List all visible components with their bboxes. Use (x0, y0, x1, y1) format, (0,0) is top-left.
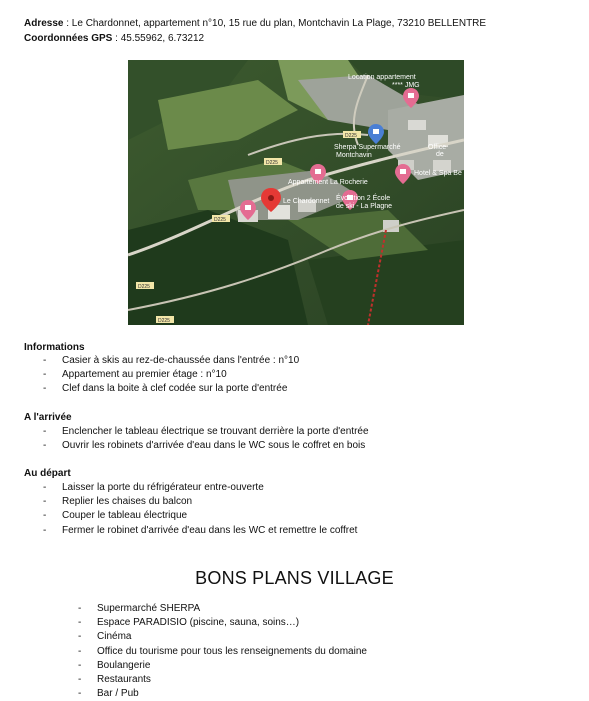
bullet-dash: - (43, 440, 47, 452)
list-item-text: Appartement au premier étage : n°10 (62, 369, 227, 381)
list-item-text: Restaurants (97, 674, 151, 686)
arrivee-list (43, 425, 369, 453)
list-item-text: Casier à skis au rez-de-chaussée dans l'entrée : n°10 (62, 355, 300, 366)
list-item-text: Boulangerie (97, 659, 151, 671)
list-item (78, 616, 367, 630)
informations-title: Informations (24, 342, 85, 353)
list-item (43, 368, 299, 382)
bullet-dash: - (78, 659, 82, 671)
list-item (78, 602, 367, 616)
road-label: D225 (158, 318, 170, 324)
list-item (78, 687, 367, 701)
map-label-supermarket: Sherpa Supermarché (334, 144, 401, 151)
bullet-dash: - (78, 645, 82, 657)
list-item-text: Bar / Pub (97, 688, 139, 700)
road-label: D225 (266, 160, 278, 166)
bullet-dash: - (78, 603, 82, 614)
bullet-dash: - (43, 524, 47, 536)
satellite-map[interactable] (128, 60, 464, 325)
list-item-text: Clef dans la boite à clef codée sur la porte d'entrée (62, 383, 288, 395)
list-item (43, 382, 299, 396)
road-label: D225 (345, 133, 357, 139)
bullet-dash: - (43, 355, 47, 366)
list-item-text: Espace PARADISIO (piscine, sauna, soins…) (97, 617, 300, 629)
list-item-text: Couper le tableau électrique (62, 510, 188, 522)
depart-title: Au départ (24, 468, 71, 479)
list-item (43, 481, 357, 495)
map-label-ski-school: Évolution 2 École (336, 195, 391, 202)
depart-list (43, 481, 358, 538)
map-label-hotel: Hotel & Spa Be (414, 170, 462, 177)
map-image (128, 60, 464, 325)
list-item (43, 524, 358, 538)
road-label: D225 (214, 217, 226, 223)
gps-line (24, 32, 204, 46)
address-value: : Le Chardonnet, appartement n°10, 15 rue du plan, Montchavin La Plage, 73210 BELLENTRE (63, 18, 487, 29)
gps-label: Coordonnées GPS (24, 33, 113, 44)
map-label-location-2: **** JMG (392, 82, 420, 89)
bullet-dash: - (43, 496, 47, 508)
list-item-text: Fermer le robinet d'arrivée d'eau dans les WC et remettre le coffret (62, 524, 358, 536)
bullet-dash: - (78, 688, 82, 700)
bullet-dash: - (43, 482, 47, 493)
map-label-apartment: Appartement La Rocherie (288, 179, 368, 186)
list-item-text: Cinéma (97, 631, 132, 643)
address-line (24, 17, 486, 31)
road-label: D225 (138, 284, 150, 290)
map-label-ski-school-2: de ski - La Plagne (336, 203, 393, 210)
list-item-text: Ouvrir les robinets d'arrivée d'eau dans le WC sous le coffret en bois (62, 440, 366, 452)
map-label-office-2: de (436, 151, 444, 158)
list-item-text: Enclencher le tableau électrique se trouvant derrière la porte d'entrée (62, 426, 369, 437)
bullet-dash: - (78, 674, 82, 686)
list-item (43, 425, 369, 439)
bullet-dash: - (43, 426, 47, 437)
address-label: Adresse (24, 18, 64, 29)
map-label-location: Location appartement (348, 74, 416, 81)
list-item-text: Replier les chaises du balcon (62, 496, 193, 508)
gps-value: : 45.55962, 6.73212 (112, 33, 205, 44)
list-item (43, 354, 300, 368)
list-item-text: Office du tourisme pour tous les renseignements du domaine (97, 645, 367, 657)
informations-list (43, 354, 300, 397)
bons-plans-list (78, 602, 367, 701)
list-item (78, 673, 367, 687)
list-item (78, 630, 367, 644)
arrivee-title: A l'arrivée (24, 412, 72, 423)
bullet-dash: - (43, 369, 47, 381)
bons-plans-title: BONS PLANS VILLAGE (195, 568, 394, 588)
bullet-dash: - (43, 383, 47, 395)
list-item (43, 509, 357, 523)
list-item (78, 659, 367, 673)
map-label-supermarket-2: Montchavin (336, 152, 372, 159)
bullet-dash: - (78, 617, 82, 629)
list-item (78, 645, 367, 659)
list-item (43, 495, 357, 509)
bullet-dash: - (43, 510, 47, 522)
bullet-dash: - (78, 631, 82, 643)
list-item (43, 439, 369, 453)
list-item-text: Supermarché SHERPA (97, 603, 201, 614)
list-item-text: Laisser la porte du réfrigérateur entre-ouverte (62, 482, 264, 493)
map-label-chardonnet: Le Chardonnet (283, 198, 330, 205)
map-label-office: Office (428, 144, 447, 151)
